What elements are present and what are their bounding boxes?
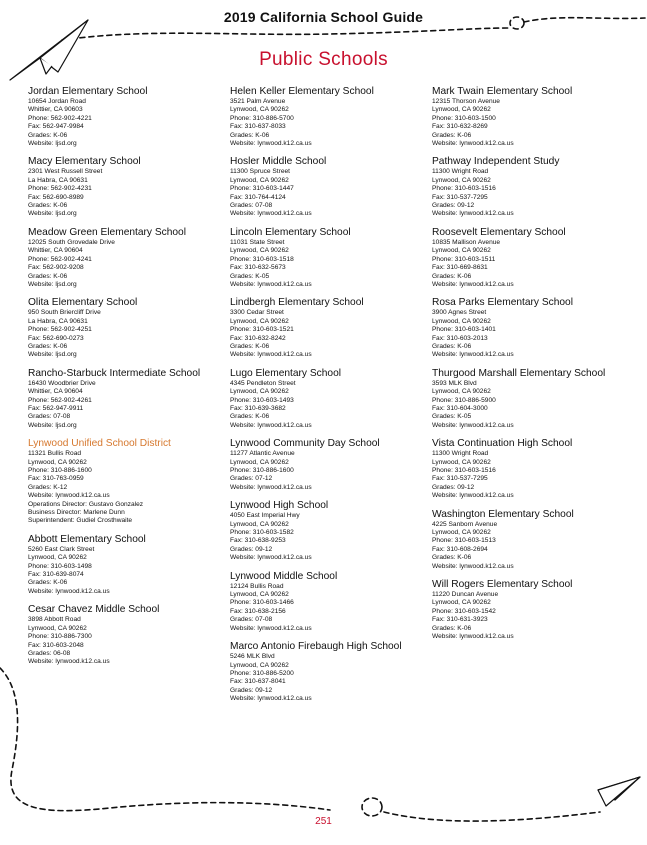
school-entry	[230, 156, 425, 218]
school-detail-line: Website: lynwood.k12.ca.us	[230, 140, 312, 148]
school-detail-line: 950 South Briercliff Drive	[28, 309, 101, 317]
school-detail-line: Lynwood, CA 90262	[230, 661, 289, 669]
school-detail-line: 11220 Duncan Avenue	[432, 591, 499, 599]
school-detail-line: Lynwood, CA 90262	[432, 106, 491, 114]
school-detail-line: 16430 Woodbrier Drive	[28, 379, 96, 387]
school-name: Roosevelt Elementary School	[432, 226, 566, 238]
school-detail-line: Fax: 310-638-9253	[230, 537, 286, 545]
school-detail-line: Grades: 07-08	[230, 202, 273, 210]
school-detail-line: 3898 Abbott Road	[28, 616, 81, 624]
school-detail-line: Grades: 07-08	[230, 616, 273, 624]
school-detail-line: Grades: K-06	[28, 579, 68, 587]
school-name: Lynwood Middle School	[230, 570, 338, 582]
school-entry	[28, 156, 223, 218]
school-detail-line: Grades: K-06	[432, 624, 472, 632]
school-detail-line: Lynwood, CA 90262	[230, 176, 289, 184]
school-name: Abbott Elementary School	[28, 533, 146, 545]
school-entry	[28, 438, 223, 526]
school-name: Vista Continuation High School	[432, 438, 573, 450]
school-name: Rosa Parks Elementary School	[432, 297, 573, 309]
school-name: Rancho-Starbuck Intermediate School	[28, 367, 201, 379]
school-detail-line: Fax: 310-604-3000	[432, 404, 488, 412]
school-detail-line: Lynwood, CA 90262	[230, 388, 289, 396]
school-entry	[230, 641, 425, 703]
school-detail-line: Phone: 310-603-1582	[230, 529, 294, 537]
school-entry	[432, 509, 627, 571]
school-detail-line: Fax: 562-690-0273	[28, 334, 84, 342]
school-detail-line: Lynwood, CA 90262	[432, 317, 491, 325]
page-number: 251	[315, 816, 332, 827]
school-detail-line: Website: lynwood.k12.ca.us	[230, 280, 312, 288]
school-detail-line: Lynwood, CA 90262	[432, 388, 491, 396]
school-detail-line: Lynwood, CA 90262	[28, 624, 87, 632]
school-name: Olita Elementary School	[28, 297, 138, 309]
school-detail-line: 4345 Pendleton Street	[230, 379, 296, 387]
school-detail-line: 11321 Bullis Road	[28, 450, 82, 458]
school-detail-line: Lynwood, CA 90262	[230, 106, 289, 114]
school-detail-line: Grades: K-06	[230, 342, 270, 350]
school-detail-line: Fax: 310-764-4124	[230, 193, 286, 201]
school-detail-line: Grades: 06-08	[28, 649, 71, 657]
school-detail-line: Phone: 310-886-7300	[28, 633, 92, 641]
school-detail-line: 12025 South Grovedale Drive	[28, 238, 115, 246]
school-column-3	[432, 86, 627, 650]
school-detail-line: Fax: 310-637-8041	[230, 678, 286, 686]
school-detail-line: Fax: 310-763-0959	[28, 475, 84, 483]
school-detail-line: Fax: 310-639-8074	[28, 571, 84, 579]
school-detail-line: Grades: K-06	[432, 342, 472, 350]
school-detail-line: 10835 Mallison Avenue	[432, 238, 501, 246]
school-detail-line: Website: lynwood.k12.ca.us	[432, 351, 514, 359]
school-detail-line: Website: lynwood.k12.ca.us	[28, 492, 110, 500]
school-detail-line: Grades: K-06	[432, 272, 472, 280]
school-detail-line: Fax: 310-632-5673	[230, 264, 286, 272]
school-entry	[230, 368, 425, 430]
school-entry	[432, 86, 627, 148]
school-detail-line: Fax: 310-631-3923	[432, 616, 488, 624]
school-detail-line: Grades: 07-12	[230, 475, 273, 483]
school-detail-line: 11300 Wright Road	[432, 450, 489, 458]
school-name: Lynwood Community Day School	[230, 438, 380, 450]
section-heading: Public Schools	[259, 49, 388, 70]
top-dashed-path	[62, 28, 510, 40]
school-detail-line: Grades: K-12	[28, 483, 68, 491]
school-detail-line: Fax: 562-902-9208	[28, 264, 84, 272]
school-name: Marco Antonio Firebaugh High School	[230, 641, 402, 653]
school-detail-line: Business Director: Marlene Dunn	[28, 509, 125, 517]
school-entry	[230, 438, 425, 492]
school-entry	[432, 156, 627, 218]
school-detail-line: 5246 MLK Blvd	[230, 653, 275, 661]
school-detail-line: Phone: 310-603-1493	[230, 396, 294, 404]
school-detail-line: Grades: K-06	[432, 131, 472, 139]
school-detail-line: Phone: 310-603-1511	[432, 255, 496, 263]
school-detail-line: Grades: K-06	[28, 131, 68, 139]
bottom-loop	[362, 798, 382, 816]
school-name: Lynwood High School	[230, 500, 329, 512]
school-detail-line: Website: lynwood.k12.ca.us	[230, 421, 312, 429]
school-detail-line: Phone: 310-603-1516	[432, 467, 496, 474]
school-detail-line: Website: lynwood.k12.ca.us	[432, 562, 514, 570]
school-detail-line: Grades: 09-12	[432, 202, 475, 210]
school-detail-line: Lynwood, CA 90262	[28, 554, 87, 562]
school-detail-line: Lynwood, CA 90262	[230, 458, 289, 466]
school-detail-line: Fax: 310-632-8269	[432, 123, 488, 131]
school-detail-line: Fax: 310-669-8631	[432, 264, 488, 272]
school-detail-line: 11300 Wright Road	[432, 168, 489, 176]
school-entry	[230, 500, 425, 562]
school-detail-line: La Habra, CA 90631	[28, 317, 88, 325]
school-detail-line: Lynwood, CA 90262	[230, 247, 289, 255]
school-name: Helen Keller Elementary School	[230, 86, 374, 97]
school-entry	[28, 86, 223, 148]
school-detail-line: Grades: K-05	[230, 272, 270, 280]
school-detail-line: Phone: 310-603-1542	[432, 607, 496, 615]
school-detail-line: Superintendent: Gudiel Crosthwaite	[28, 517, 133, 525]
school-detail-line: Website: lynwood.k12.ca.us	[432, 421, 514, 429]
school-column-2	[230, 86, 425, 712]
school-detail-line: Phone: 310-603-1518	[230, 255, 294, 263]
school-detail-line: Lynwood, CA 90262	[432, 176, 491, 184]
school-detail-line: Fax: 310-608-2694	[432, 545, 488, 553]
school-detail-line: 3900 Agnes Street	[432, 309, 487, 317]
school-detail-line: 12124 Bullis Road	[230, 582, 284, 590]
school-column-1	[28, 86, 223, 675]
school-detail-line: 3521 Palm Avenue	[230, 98, 286, 105]
school-entry	[230, 227, 425, 289]
school-detail-line: Phone: 310-603-1401	[432, 326, 496, 334]
school-detail-line: Website: ljsd.org	[28, 421, 77, 429]
school-detail-line: Website: lynwood.k12.ca.us	[28, 587, 110, 595]
school-detail-line: Phone: 310-603-1521	[230, 326, 294, 334]
school-detail-line: 5260 East Clark Street	[28, 545, 95, 553]
school-detail-line: Lynwood, CA 90262	[230, 317, 289, 325]
school-detail-line: Website: lynwood.k12.ca.us	[432, 280, 514, 288]
school-name: Washington Elementary School	[432, 508, 574, 520]
school-detail-line: Website: ljsd.org	[28, 140, 77, 148]
school-detail-line: Grades: 09-12	[230, 686, 273, 694]
school-detail-line: Phone: 310-886-1600	[230, 467, 294, 474]
school-name: Cesar Chavez Middle School	[28, 604, 160, 616]
school-detail-line: Phone: 310-603-1513	[432, 537, 496, 545]
school-detail-line: 4225 Sanborn Avenue	[432, 520, 498, 528]
school-detail-line: Phone: 310-886-1600	[28, 467, 92, 474]
school-name: Will Rogers Elementary School	[432, 579, 573, 591]
school-entry	[230, 297, 425, 359]
school-detail-line: Phone: 310-886-5900	[432, 396, 496, 404]
school-detail-line: 3300 Cedar Street	[230, 309, 284, 317]
school-detail-line: Lynwood, CA 90262	[230, 520, 289, 528]
school-name: Lincoln Elementary School	[230, 226, 351, 238]
school-detail-line: Grades: K-06	[28, 202, 68, 210]
school-detail-line: Grades: K-06	[432, 554, 472, 562]
school-detail-line: Whittier, CA 90603	[28, 106, 83, 114]
school-detail-line: Phone: 310-886-5200	[230, 669, 294, 677]
school-name: Lugo Elementary School	[230, 367, 341, 379]
school-entry	[432, 368, 627, 430]
school-entry	[28, 368, 223, 430]
school-detail-line: Grades: K-06	[28, 342, 68, 350]
school-detail-line: Grades: 09-12	[230, 545, 273, 553]
school-entry	[432, 438, 627, 500]
school-detail-line: La Habra, CA 90631	[28, 176, 88, 184]
school-detail-line: Phone: 562-902-4241	[28, 255, 92, 263]
school-entry	[230, 86, 425, 148]
school-detail-line: Grades: K-06	[230, 131, 270, 139]
school-entry	[28, 297, 223, 359]
school-detail-line: 3593 MLK Blvd	[432, 379, 477, 387]
school-detail-line: Grades: K-05	[432, 413, 472, 421]
school-detail-line: Lynwood, CA 90262	[432, 458, 491, 466]
school-detail-line: Whittier, CA 90604	[28, 247, 83, 255]
page-title: 2019 California School Guide	[223, 9, 424, 25]
school-entry	[432, 297, 627, 359]
school-detail-line: Website: lynwood.k12.ca.us	[432, 210, 514, 218]
school-detail-line: Website: lynwood.k12.ca.us	[432, 633, 514, 641]
school-detail-line: Website: ljsd.org	[28, 210, 77, 218]
school-entry	[230, 571, 425, 633]
school-detail-line: Phone: 310-603-1447	[230, 185, 294, 193]
school-detail-line: Operations Director: Gustavo Gonzalez	[28, 500, 144, 508]
school-detail-line: Fax: 310-603-2048	[28, 641, 84, 649]
school-detail-line: Lynwood, CA 90262	[28, 458, 87, 466]
school-detail-line: Website: lynwood.k12.ca.us	[230, 624, 312, 632]
school-detail-line: Fax: 310-603-2013	[432, 334, 488, 342]
school-detail-line: Lynwood, CA 90262	[432, 529, 491, 537]
school-detail-line: 11031 State Street	[230, 238, 285, 246]
school-detail-line: Fax: 562-947-9911	[28, 404, 84, 412]
school-detail-line: Fax: 310-632-8242	[230, 334, 286, 342]
school-detail-line: Website: lynwood.k12.ca.us	[230, 351, 312, 359]
school-detail-line: Website: ljsd.org	[28, 351, 77, 359]
school-detail-line: Phone: 562-902-4231	[28, 185, 92, 193]
school-name: Macy Elementary School	[28, 156, 141, 168]
school-detail-line: Website: lynwood.k12.ca.us	[230, 210, 312, 218]
school-detail-line: Fax: 310-638-2156	[230, 607, 286, 615]
school-detail-line: Phone: 310-886-5700	[230, 114, 294, 122]
school-detail-line: 12315 Thorson Avenue	[432, 98, 500, 105]
school-detail-line: 11300 Spruce Street	[230, 168, 290, 176]
school-detail-line: 11277 Atlantic Avenue	[230, 450, 295, 458]
school-detail-line: Phone: 562-902-4251	[28, 326, 92, 334]
school-detail-line: Lynwood, CA 90262	[230, 591, 289, 599]
school-entry	[28, 604, 223, 666]
school-detail-line: Website: ljsd.org	[28, 280, 77, 288]
paper-airplane-icon	[598, 777, 640, 806]
school-entry	[28, 227, 223, 289]
school-detail-line: Lynwood, CA 90262	[432, 599, 491, 607]
school-detail-line: Fax: 562-690-8989	[28, 193, 84, 201]
school-detail-line: Fax: 310-537-7295	[432, 193, 488, 201]
school-detail-line: Website: lynwood.k12.ca.us	[432, 492, 514, 500]
school-detail-line: 2301 West Russell Street	[28, 168, 103, 176]
school-detail-line: Lynwood, CA 90262	[432, 247, 491, 255]
school-detail-line: 10654 Jordan Road	[28, 98, 86, 105]
school-name: Thurgood Marshall Elementary School	[432, 367, 606, 379]
school-detail-line: Website: lynwood.k12.ca.us	[230, 695, 312, 703]
school-detail-line: Fax: 310-639-3682	[230, 404, 286, 412]
school-detail-line: Fax: 562-947-9984	[28, 123, 84, 131]
district-name: Lynwood Unified School District	[28, 438, 171, 450]
school-detail-line: Website: lynwood.k12.ca.us	[432, 140, 514, 148]
school-detail-line: Grades: 09-12	[432, 483, 475, 491]
school-detail-line: Whittier, CA 90604	[28, 388, 83, 396]
school-detail-line: Phone: 562-902-4221	[28, 114, 92, 122]
school-detail-line: Website: lynwood.k12.ca.us	[230, 554, 312, 562]
school-detail-line: Website: lynwood.k12.ca.us	[28, 658, 110, 666]
school-detail-line: Phone: 310-603-1498	[28, 562, 92, 570]
school-detail-line: Grades: 07-08	[28, 413, 71, 421]
school-detail-line: Phone: 310-603-1466	[230, 599, 294, 607]
school-detail-line: Fax: 310-537-7295	[432, 475, 488, 483]
school-name: Mark Twain Elementary School	[432, 86, 573, 97]
school-detail-line: Fax: 310-637-8033	[230, 123, 286, 131]
school-entry	[432, 579, 627, 641]
school-detail-line: Website: lynwood.k12.ca.us	[230, 483, 312, 491]
school-detail-line: Grades: K-06	[230, 413, 270, 421]
school-entry	[28, 534, 223, 596]
school-name: Meadow Green Elementary School	[28, 226, 186, 238]
school-detail-line: Phone: 562-902-4261	[28, 396, 92, 404]
school-name: Pathway Independent Study	[432, 156, 560, 168]
school-entry	[432, 227, 627, 289]
school-detail-line: Phone: 310-603-1500	[432, 114, 496, 122]
school-detail-line: Grades: K-06	[28, 272, 68, 280]
school-detail-line: 4050 East Imperial Hwy	[230, 512, 300, 520]
school-detail-line: Phone: 310-603-1516	[432, 185, 496, 193]
school-name: Lindbergh Elementary School	[230, 297, 364, 309]
school-name: Jordan Elementary School	[28, 86, 148, 97]
school-name: Hosler Middle School	[230, 156, 327, 168]
